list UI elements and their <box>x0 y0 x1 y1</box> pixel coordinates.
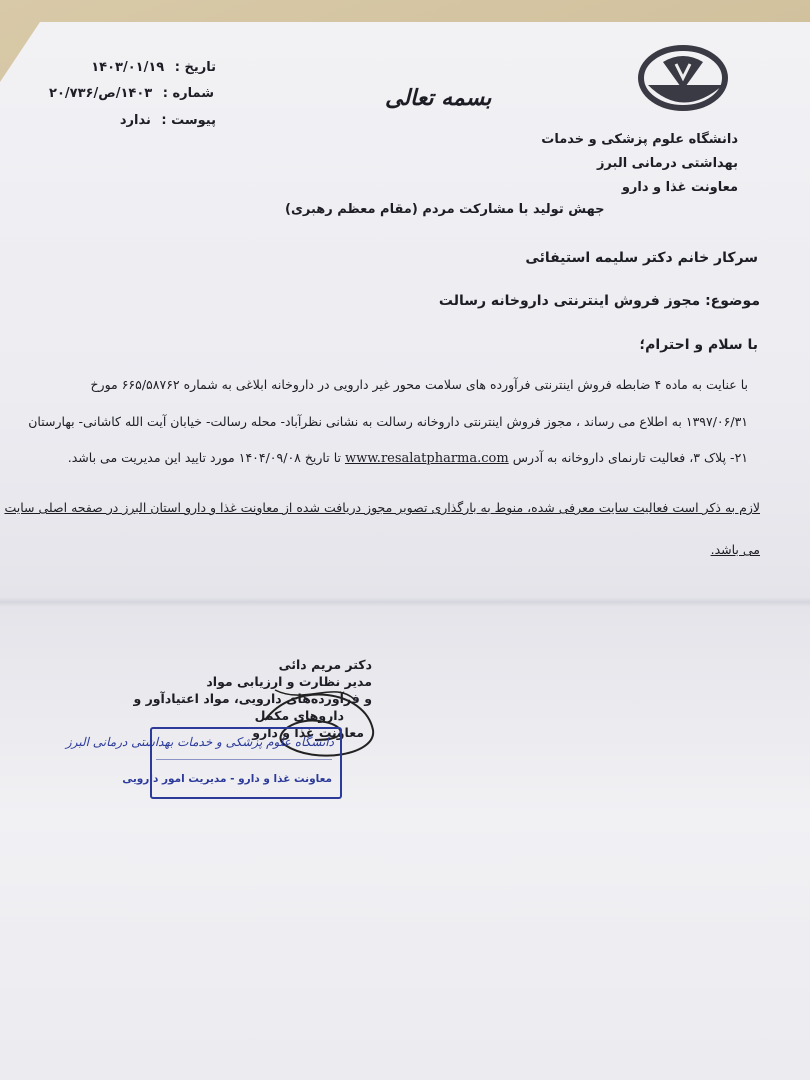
attachment-row <box>120 113 216 128</box>
body-line-3-start: ۲۱- پلاک ۳، فعالیت تارنمای داروخانه به آدرس <box>512 450 748 465</box>
signer-title-2: و فرآورده‌های دارویی، مواد اعتیادآور و <box>133 691 372 706</box>
signer-title-3: داروهای مکمل <box>254 708 344 723</box>
date-label: تاریخ : <box>174 60 216 75</box>
attachment-label: پیوست : <box>161 113 216 128</box>
body-line-1: با عنایت به ماده ۴ ضابطه فروش اینترنتی فرآورده های سلامت محور غیر دارویی در داروخانه ابلاغی به شماره ۶۶۵/۵۸۷۶۲ مورخ <box>90 377 748 392</box>
number-row <box>49 86 214 101</box>
organization-header <box>478 128 738 200</box>
attachment-value: ندارد <box>119 113 151 128</box>
stamp-line-2: معاونت غذا و دارو - مدیریت امور دارویی <box>122 773 332 785</box>
org-line-1: دانشگاه علوم پزشکی و خدمات <box>541 132 738 147</box>
stamp-line-1: دانشگاه علوم پزشکی و خدمات بهداشتی درمانی البرز <box>65 735 334 749</box>
subject-line: موضوع: مجوز فروش اینترنتی داروخانه رسالت <box>438 293 760 309</box>
number-value: ۱۴۰۳/ص/۲۰/۷۳۶ <box>49 86 153 101</box>
org-line-3: معاونت غذا و دارو <box>621 180 738 195</box>
date-row <box>91 60 216 75</box>
body-line-2: ۱۳۹۷/۰۶/۳۱ به اطلاع می رساند ، مجوز فروش اینترنتی داروخانه رسالت به نشانی نظرآباد- محله رسالت- خیابان آیت الله کاشانی- بهارستان <box>28 414 748 429</box>
signer-title-1: مدیر نظارت و ارزیابی مواد <box>206 674 372 689</box>
slogan: جهش تولید با مشارکت مردم (مقام معظم رهبری) <box>285 202 605 217</box>
number-label: شماره : <box>162 86 214 101</box>
greeting: با سلام و احترام؛ <box>639 337 758 353</box>
body-line-3-end: تا تاریخ ۱۴۰۴/۰۹/۰۸ مورد تایید این مدیریت می باشد. <box>67 450 341 465</box>
body-line-4: لازم به ذکر است فعالیت سایت معرفی شده، منوط به بارگذاری تصویر مجوز دریافت شده از معاونت غذا و دارو استان البرز در صفحه اصلی سایت <box>4 500 760 515</box>
body-line-5: می باشد. <box>710 542 760 557</box>
addressee: سرکار خانم دکتر سلیمه استیفائی <box>525 250 758 266</box>
date-value: ۱۴۰۳/۰۱/۱۹ <box>91 60 165 75</box>
signer-title-4: معاونت غذا و دارو <box>252 725 364 740</box>
basmala: بسمه تعالی <box>385 85 492 111</box>
website-link[interactable]: www.resalatpharma.com <box>344 451 509 466</box>
university-logo <box>628 40 738 120</box>
body-line-3 <box>58 450 748 466</box>
org-line-2: بهداشتی درمانی البرز <box>596 156 738 171</box>
stamp-divider <box>156 759 332 760</box>
official-stamp <box>65 727 342 799</box>
signer-name: دکتر مریم دائی <box>278 657 372 672</box>
paper-fold <box>0 597 810 607</box>
